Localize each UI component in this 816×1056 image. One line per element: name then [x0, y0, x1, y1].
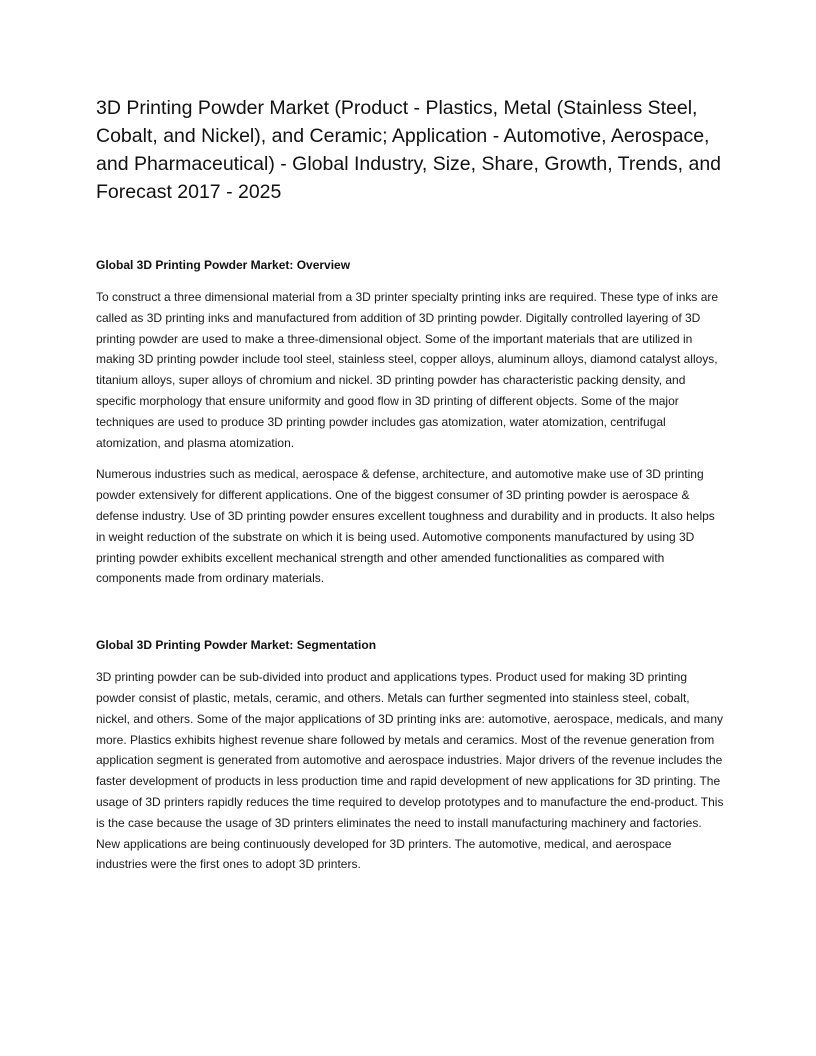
- overview-paragraph-1: To construct a three dimensional material from a 3D printer specialty printing inks are required. These type of inks are called as 3D printing inks and manufactured from addition of 3D printing powder. Digitally controlled layering of 3D printing powder are used to make a three-dimensional object. Some of the important materials that are utilized in making 3D printing powder include tool steel, stainless steel, copper alloys, aluminum alloys, diamond catalyst alloys, titanium alloys, super alloys of chromium and nickel. 3D printing powder has characteristic packing density, and specific morphology that ensure uniformity and good flow in 3D printing of different objects. Some of the major techniques are used to produce 3D printing powder includes gas atomization, water atomization, centrifugal atomization, and plasma atomization.: [96, 290, 719, 450]
- document-title: 3D Printing Powder Market (Product - Plastics, Metal (Stainless Steel, Cobalt, and Nickel), and Ceramic; Application - Automotive, Aerospace, and Pharmaceutical) - Global Industry, Size, Share, Growth, Trends, and Forecast 2017 - 2025: [96, 97, 722, 203]
- segmentation-heading: Global 3D Printing Powder Market: Segmentation: [96, 638, 377, 653]
- segmentation-paragraph-1: 3D printing powder can be sub-divided into product and applications types. Product used for making 3D printing powder consist of plastic, metals, ceramic, and others. Metals can further segmented into stainless steel, cobalt, nickel, and others. Some of the major applications of 3D printing inks are: automotive, aerospace, medicals, and many more. Plastics exhibits highest revenue share followed by metals and ceramics. Most of the revenue generation from application segment is generated from automotive and aerospace industries. Major drivers of the revenue includes the faster development of products in less production time and rapid development of new applications for 3D printing. The usage of 3D printers rapidly reduces the time required to develop prototypes and to manufacture the end-product. This is the case because the usage of 3D printers eliminates the need to install manufacturing machinery and factories. New applications are being continuously developed for 3D printers. The automotive, medical, and aerospace industries were the first ones to adopt 3D printers.: [96, 670, 724, 872]
- overview-paragraph-2: Numerous industries such as medical, aerospace & defense, architecture, and automotive make use of 3D printing powder extensively for different applications. One of the biggest consumer of 3D printing powder is aerospace & defense industry. Use of 3D printing powder ensures excellent toughness and durability and in products. It also helps in weight reduction of the substrate on which it is being used. Automotive components manufactured by using 3D printing powder exhibits excellent mechanical strength and other amended functionalities as compared with components made from ordinary materials.: [96, 467, 715, 586]
- document-page: [96, 94, 724, 875]
- overview-heading: Global 3D Printing Powder Market: Overview: [96, 258, 351, 272]
